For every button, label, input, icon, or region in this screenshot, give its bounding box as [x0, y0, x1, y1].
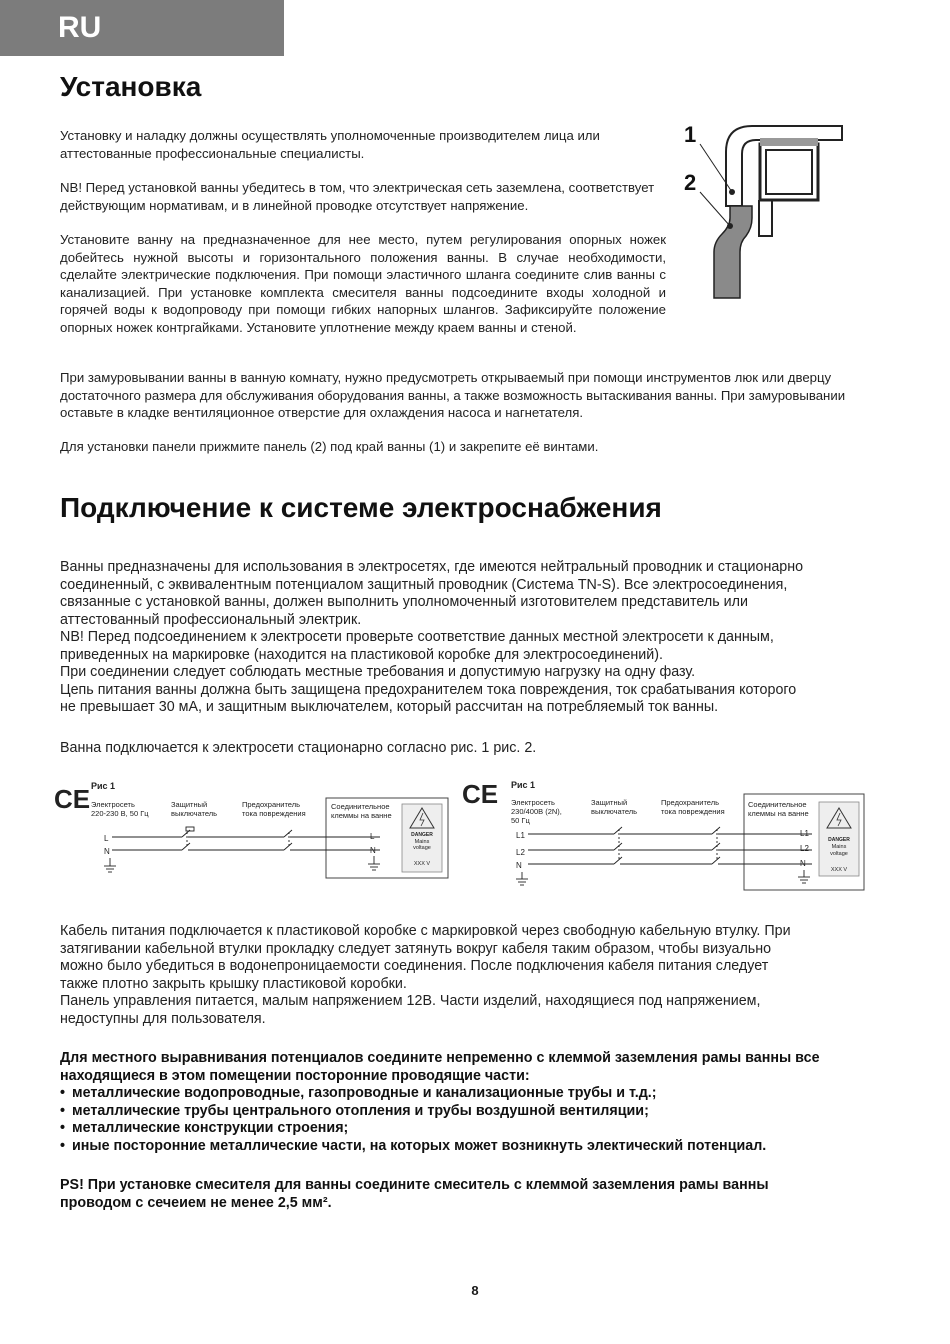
breaker-label: выключатель [591, 807, 638, 816]
danger-label: Mains [414, 839, 430, 845]
supply-label: 220-230 В, 50 Гц [91, 809, 149, 818]
figure-label-1: 1 [684, 122, 697, 147]
text-line: находящиеся в этом помещении посторонние проводящие части: [60, 1067, 530, 1084]
rcd-label: тока повреждения [661, 807, 725, 816]
terminal-label: клеммы на ванне [331, 811, 392, 820]
terminal-label: Соединительное [748, 800, 807, 809]
conductive-parts-list [60, 1085, 843, 1155]
list-item: • металлические конструкции строения; [60, 1120, 843, 1138]
text-line: Ванны предназначены для использования в электросетях, где имеются нейтральный проводник и стационарно [60, 559, 804, 575]
list-item: • металлические водопроводные, газопроводные и канализационные трубы и т.д.; [60, 1085, 843, 1103]
installation-paragraph-5: Для установки панели прижмите панель (2) под край ванны (1) и закрепите её винтами. [60, 439, 599, 454]
ce-mark: CE [54, 784, 91, 814]
language-code: RU [58, 11, 102, 44]
installation-paragraph-4: При замуровывании ванны в ванную комнату, нужно предусмотреть открываемый при помощи инструментов люк или дверцу достаточного размера для обслуживания оборудования ванны, а также возможность вытаскивания ванны. При замуровывании оставьте в кладке вентиляционное отверстие для охлаждения насоса и нагнетателя. [60, 370, 846, 420]
breaker-label: выключатель [171, 809, 218, 818]
danger-label: voltage [413, 845, 431, 851]
text-line: приведенных на маркировке (находится на пластиковой коробке для электросоединений). [60, 646, 663, 663]
page-number: 8 [471, 1283, 479, 1298]
terminal-wire-l2: L2 [800, 844, 809, 853]
text-line: соединенный, с эквивалентным потенциалом защитный проводник (Система TN-S). Все электросоединения, [60, 576, 788, 593]
rcd-label: Предохранитель [242, 800, 301, 809]
terminal-wire-l1: L1 [800, 829, 809, 838]
supply-label: Электросеть [91, 800, 135, 809]
text-line: также плотно закрыть крышку пластиковой коробки. [60, 975, 407, 992]
text-line: можно было убедиться в водонепроницаемости соединения. После подключения кабеля питания следует [60, 958, 769, 974]
terminal-wire-n: N [370, 846, 376, 855]
terminal-label: Соединительное [331, 802, 390, 811]
text-line: PS! При установке смесителя для ванны соедините смеситель с клеммой заземления рамы ванны [60, 1177, 769, 1193]
text-line: проводом с сечеием не менее 2,5 мм². [60, 1194, 332, 1211]
text-line: При соединении следует соблюдать местные требования и допустимую нагрузку на одну фазу. [60, 664, 696, 680]
terminal-wire-n: N [800, 859, 806, 868]
list-item: • иные посторонние металлические части, на которых может возникнуть электический потенциал. [60, 1138, 843, 1156]
language-tab [0, 0, 284, 56]
text-line: затягивании кабельной втулки прокладку следует затянуть вокруг кабеля таким образом, чтобы визуально [60, 940, 772, 957]
installation-paragraph-3: Установите ванну на предназначенное для нее место, путем регулирования опорных ножек добейтесь нужной высоты и горизонтального положения ванны. В случае необходимости, сделайте электрические подключения. При помощи эластичного шланга соедините слив ванны с канализацией. При установке комплекта смесителя ванны подсоедините входы холодной и горячей воды к водопроводу при помощи гибких напорных шлангов. Зафиксируйте положение опорных ножек контргайками. Установите уплотнение между краем ванны и стеной. [60, 232, 666, 335]
text-line: NB! Перед подсоединением к электросети проверьте соответствие данных местной электросети к данным, [60, 629, 774, 645]
danger-label: DANGER [411, 832, 433, 838]
section-title-electrical: Подключение к системе электроснабжения [60, 492, 662, 523]
wiring-scheme-1 [54, 778, 454, 883]
list-item: • металлические трубы центрального отопления и трубы воздушной вентиляции; [60, 1103, 843, 1121]
supply-label: 50 Гц [511, 816, 530, 825]
rcd-label: Предохранитель [661, 798, 720, 807]
danger-label: voltage [830, 851, 848, 857]
text-line: не превышает 30 мА, и защитным выключателем, который рассчитан на потребляемый ток ванны. [60, 699, 719, 715]
ce-mark: CE [462, 779, 499, 809]
danger-label: Mains [831, 844, 847, 850]
text-line: недоступны для пользователя. [60, 1010, 266, 1027]
supply-label: Электросеть [511, 798, 555, 807]
rcd-label: тока повреждения [242, 809, 306, 818]
voltage-label: XXX V [830, 867, 848, 873]
wire-label-n: N [516, 861, 522, 870]
text-line: Панель управления питается, малым напряжением 12В. Части изделий, находящиеся под напряжением, [60, 993, 761, 1009]
installation-paragraph-1: Установку и наладку должны осуществлять уполномоченные производителем лица или аттестованные профессиональные специалисты. [60, 128, 600, 161]
electrical-paragraph-1 [60, 559, 843, 717]
wire-label-l1: L1 [516, 831, 525, 840]
wire-label-n: N [104, 847, 110, 856]
scheme-title: Рис 1 [511, 780, 536, 790]
supply-label: 230/400В (2N), [511, 807, 562, 816]
installation-paragraph-2: NB! Перед установкой ванны убедитесь в том, что электрическая сеть заземлена, соответствует действующим нормативам, и в линейной проводке отсутствует напряжение. [60, 180, 655, 213]
scheme-title: Рис 1 [91, 781, 116, 791]
equipotential-block [60, 1050, 843, 1155]
terminal-label: клеммы на ванне [748, 809, 809, 818]
text-line: Кабель питания подключается к пластиковой коробке с маркировкой через свободную кабельную втулку. При [60, 923, 791, 939]
breaker-label: Защитный [171, 800, 208, 809]
ps-note [60, 1177, 843, 1212]
terminal-wire-l: L [370, 832, 375, 841]
electrical-paragraph-2 [60, 923, 843, 1028]
breaker-label: Защитный [591, 798, 628, 807]
connection-note: Ванна подключается к электросети стационарно согласно рис. 1 рис. 2. [60, 740, 537, 756]
figure-label-2: 2 [684, 170, 697, 195]
wire-label-l: L [104, 834, 109, 843]
text-line: Цепь питания ванны должна быть защищена предохранителем тока повреждения, ток срабатывания которого [60, 681, 797, 698]
wire-label-l2: L2 [516, 848, 525, 857]
text-line: Для местного выравнивания потенциалов соедините непременно с клеммой заземления рамы ванны все [60, 1050, 820, 1066]
voltage-label: XXX V [413, 861, 431, 867]
danger-label: DANGER [828, 837, 850, 843]
panel-mounting-figure [676, 118, 846, 303]
wiring-scheme-2 [462, 778, 872, 893]
section-title-installation: Установка [60, 71, 202, 102]
text-line: связанные с установкой ванны, должен выполнить уполномоченный изготовителем представитель или [60, 594, 748, 610]
text-line: аттестованный профессиональный электрик. [60, 611, 362, 628]
